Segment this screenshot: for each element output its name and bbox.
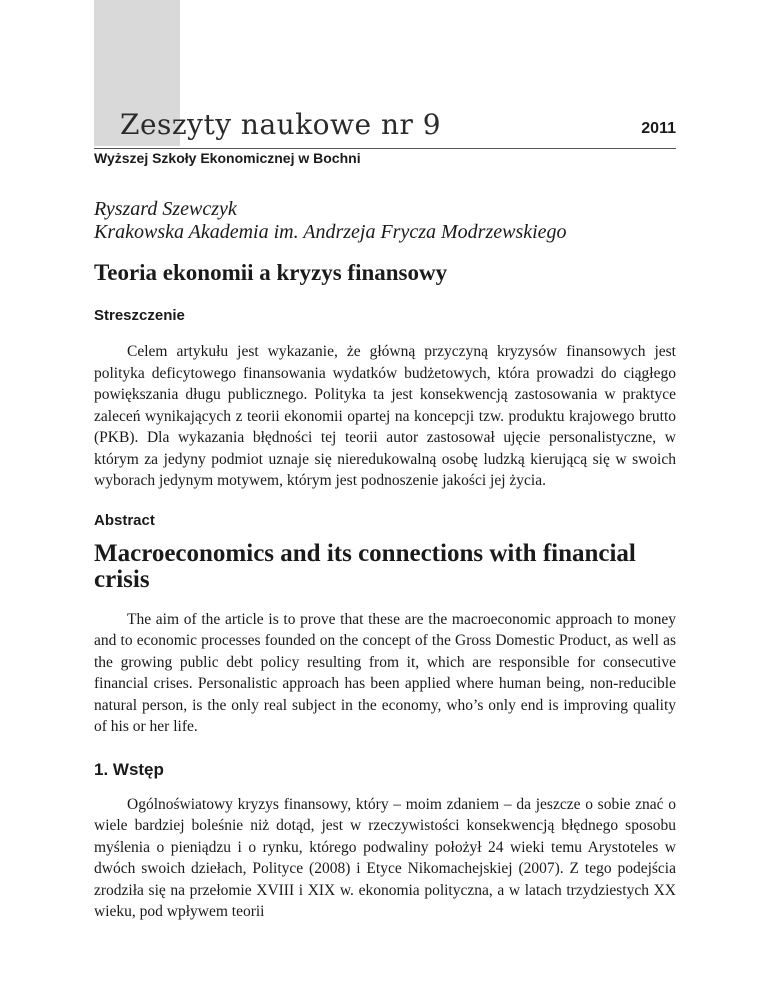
- journal-year: 2011: [641, 120, 676, 137]
- school-name: Wyższej Szkoły Ekonomicznej w Bochni: [94, 150, 361, 166]
- article-body: [94, 198, 676, 923]
- streszczenie-heading: Streszczenie: [94, 307, 185, 324]
- header-rule: [94, 148, 676, 149]
- abstract-heading: Abstract: [94, 511, 155, 529]
- section-heading-intro: 1. Wstęp: [94, 759, 164, 779]
- author-name: Ryszard Szewczyk: [94, 198, 237, 220]
- streszczenie-text: Celem artykułu jest wykazanie, że główną przyczyną kryzysów finansowych jest polityka deficytowego finansowania wydatków budżetowych, która prowadzi do ciągłego powiększania długu publicznego. Polityka ta jest konsekwencją zastosowania w praktyce zaleceń wynikających z teorii ekonomii opartej na koncepcji tzw. produktu krajowego brutto (PKB). Dla wykazania błędności tej teorii autor zastosował ujęcie personalistyczne, w którym za jedyny podmiot uznaje się nieredukowalną osobę ludzką kierującą się w swoich wyborach jedynym motywem, którym jest podnoszenie jakości jej życia.: [94, 343, 676, 489]
- article-title-pl: Teoria ekonomii a kryzys finansowy: [94, 260, 448, 285]
- journal-title: Zeszyty naukowe nr 9: [120, 108, 442, 141]
- intro-text: Ogólnoświatowy kryzys finansowy, który – moim zdaniem – da jeszcze o sobie znać o wiele bardziej boleśnie niż dotąd, jest w rzeczywistości konsekwencją błędnego sposobu myślenia o pieniądzu i o rynku, którego podwaliny położył 24 wieki temu Arystoteles w dwóch swoich dziełach, Polityce (2008) i Etyce Nikomachejskiej (2007). Z tego podejścia zrodziła się na przełomie XVIII i XIX w. ekonomia polityczna, a w latach trzydziestych XX wieku, pod wpływem teorii: [94, 795, 676, 920]
- abstract-text: The aim of the article is to prove that these are the macroeconomic approach to money and to economic processes founded on the concept of the Gross Domestic Product, as well as the growing public debt policy resulting from it, which are responsible for consecutive financial crises. Personalistic approach has been applied where human being, non-reducible natural person, is the only real subject in the economy, who’s only end is improving quality of his or her life.: [94, 610, 676, 735]
- article-title-en: Macroeconomics and its connections with financial crisis: [94, 539, 636, 593]
- author-affiliation: Krakowska Akademia im. Andrzeja Frycza Modrzewskiego: [94, 221, 567, 243]
